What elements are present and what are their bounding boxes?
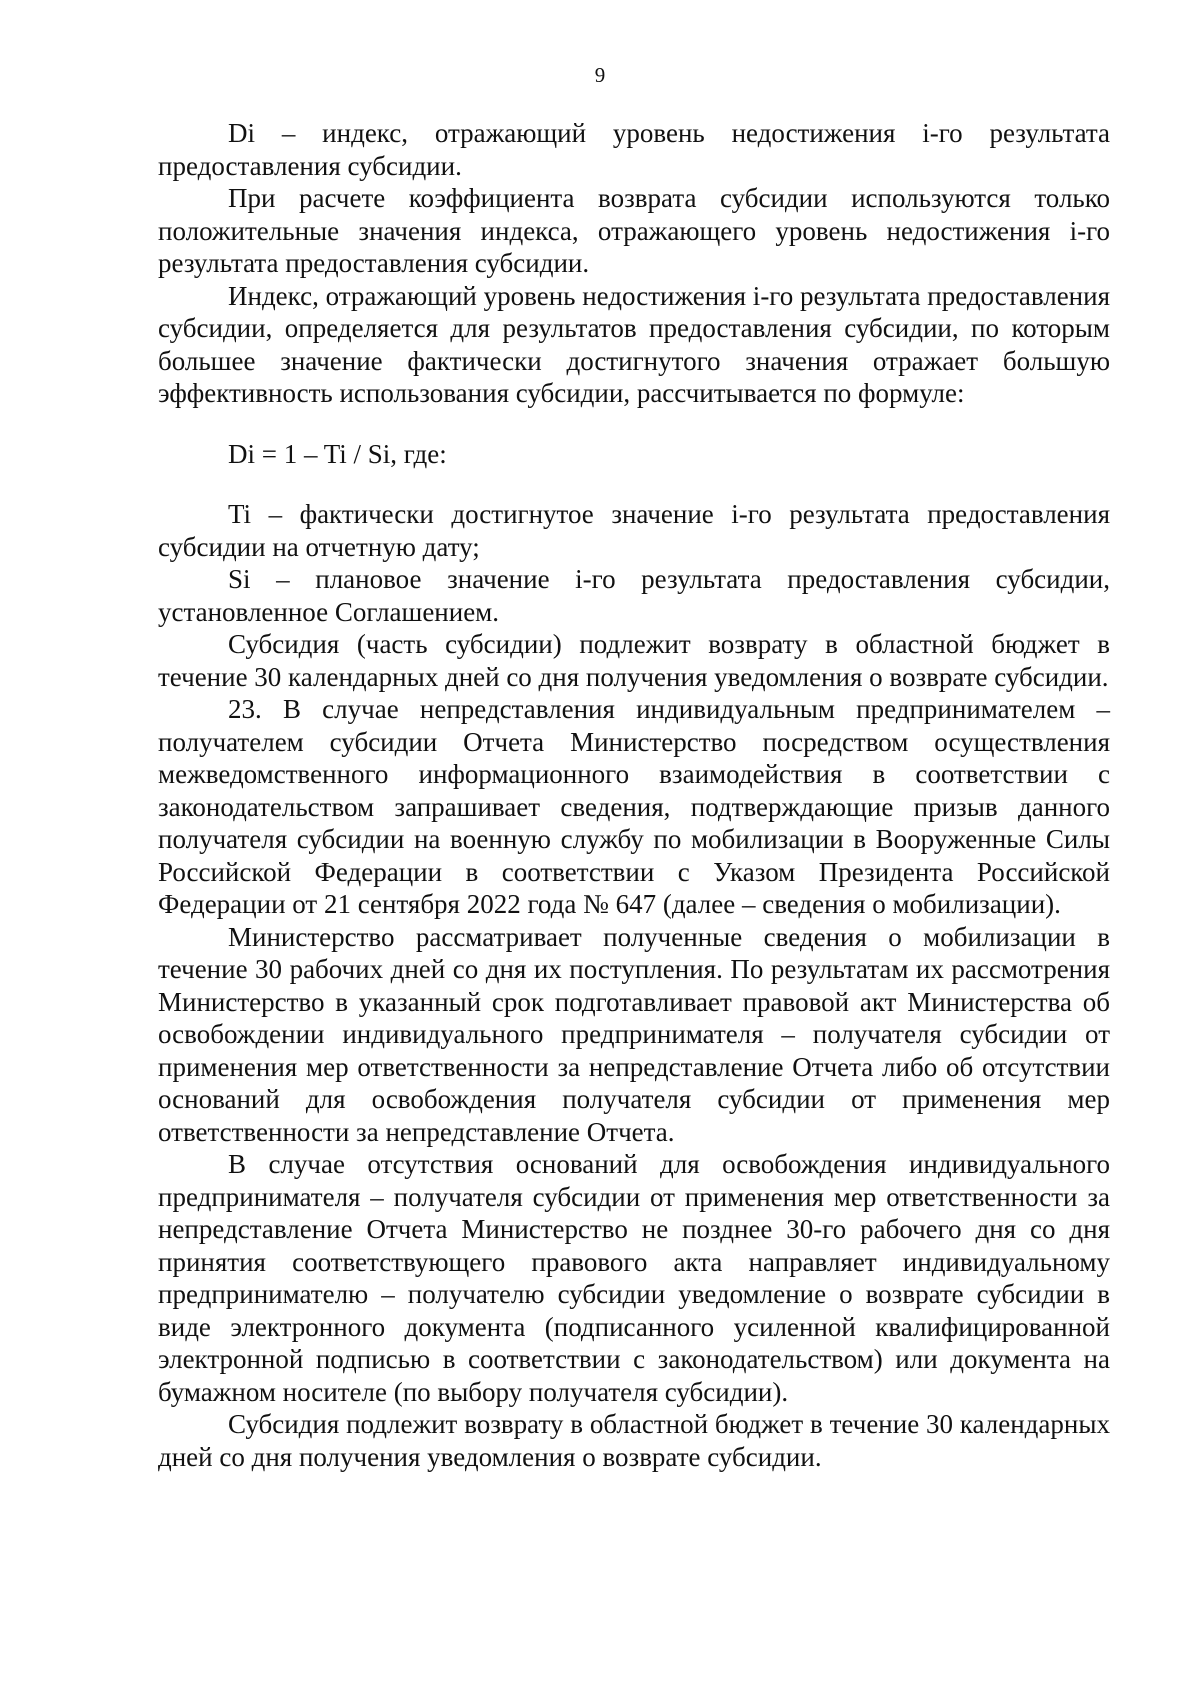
paragraph-refund-term: Субсидия (часть субсидии) подлежит возврату в областной бюджет в течение 30 календарных дней со дня получения уведомления о возврате субсидии. [158, 629, 1110, 692]
paragraph-index-definition: Индекс, отражающий уровень недостижения i-го результата предоставления субсидии, определяется для результатов предоставления субсидии, по которым большее значение фактически достигнутого значения отражает большую эффективность использования субсидии, рассчитывается по формуле: [158, 280, 1110, 408]
document-body [158, 117, 1110, 1473]
paragraph-di-definition: Di – индекс, отражающий уровень недостижения i-го результата предоставления субсидии. [158, 118, 1110, 181]
page-number: 9 [594, 63, 606, 87]
formula: Di = 1 – Ti / Si, где: [228, 438, 447, 469]
paragraph-no-grounds: В случае отсутствия оснований для освобождения индивидуального предпринимателя – получателя субсидии от применения мер ответственности за непредставление Отчета Министерство не позднее 30-го рабочего дня со дня принятия соответствующего правового акта направляет индивидуальному предпринимателю – получателю субсидии уведомление о возврате субсидии в виде электронного документа (подписанного усиленной квалифицированной электронной подписью в соответствии с законодательством) или документа на бумажном носителе (по выбору получателя субсидии). [158, 1149, 1110, 1407]
paragraph-si-definition: Si – плановое значение i-го результата предоставления субсидии, установленное Соглашением. [158, 564, 1110, 627]
paragraph-coefficient-note: При расчете коэффициента возврата субсидии используются только положительные значения индекса, отражающего уровень недостижения i-го результата предоставления субсидии. [158, 183, 1110, 278]
paragraph-final-refund: Субсидия подлежит возврату в областной бюджет в течение 30 календарных дней со дня получения уведомления о возврате субсидии. [158, 1409, 1110, 1472]
paragraph-ministry-review: Министерство рассматривает полученные сведения о мобилизации в течение 30 рабочих дней со дня их поступления. По результатам их рассмотрения Министерство в указанный срок подготавливает правовой акт Министерства об освобождении индивидуального предпринимателя – получателя субсидии от применения мер ответственности за непредставление Отчета либо об отсутствии оснований для освобождения получателя субсидии от применения мер ответственности за непредставление Отчета. [158, 921, 1110, 1147]
paragraph-ti-definition: Ti – фактически достигнутое значение i-го результата предоставления субсидии на отчетную дату; [158, 499, 1110, 562]
paragraph-clause-23: 23. В случае непредставления индивидуальным предпринимателем – получателем субсидии Отчета Министерство посредством осуществления межведомственного информационного взаимодействия в соответствии с законодательством запрашивает сведения, подтверждающие призыв данного получателя субсидии на военную службу по мобилизации в Вооруженные Силы Российской Федерации в соответствии с Указом Президента Российской Федерации от 21 сентября 2022 года № 647 (далее – сведения о мобилизации). [158, 694, 1110, 919]
